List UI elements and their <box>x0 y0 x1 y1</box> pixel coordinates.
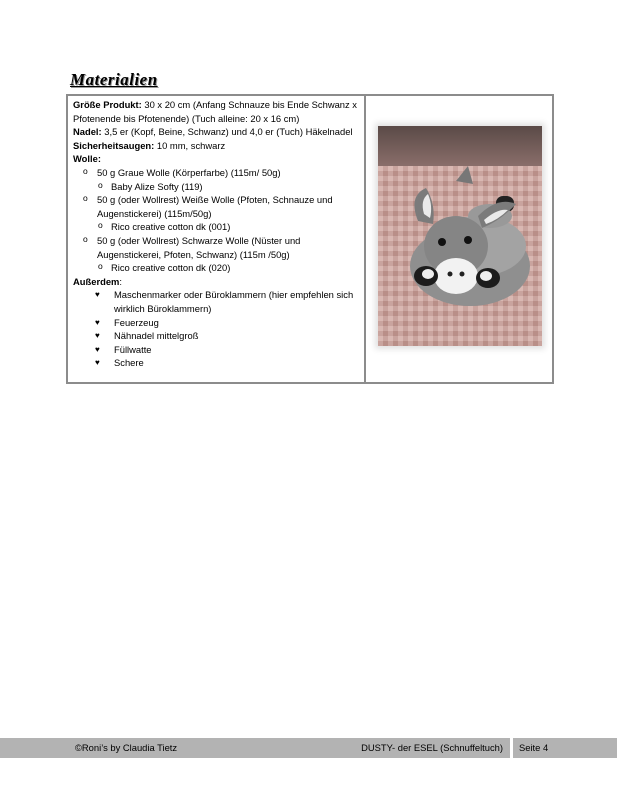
extra-item: ♥ Nähnadel mittelgroß <box>73 329 360 343</box>
wool-item: o 50 g (oder Wollrest) Weiße Wolle (Pfoten, Schnauze und Augenstickerei) (115m/50g) <box>73 193 360 220</box>
photo-cell <box>366 96 552 382</box>
footer-left <box>0 738 510 758</box>
page-heading: Materialien <box>70 70 158 89</box>
materials-table <box>66 94 554 384</box>
donkey-photo <box>378 126 542 346</box>
extra-item: ♥ Maschenmarker oder Büroklammern (hier empfehlen sich wirklich Büroklammern) <box>73 288 360 315</box>
needle-label: Nadel: <box>73 126 102 138</box>
extra-item: ♥ Füllwatte <box>73 343 360 357</box>
extra-item: ♥ Schere <box>73 356 360 370</box>
wool-sub-item: o Rico creative cotton dk (001) <box>73 220 360 234</box>
size-line <box>73 98 360 125</box>
wool-item: o 50 g Graue Wolle (Körperfarbe) (115m/ 50g) <box>73 166 360 180</box>
footer-page-number: Seite 4 <box>513 738 617 758</box>
extra-list <box>73 288 360 370</box>
footer-title: DUSTY- der ESEL (Schnuffeltuch) <box>361 742 503 753</box>
wool-item: o 50 g (oder Wollrest) Schwarze Wolle (Nüster und Augenstickerei, Pfoten, Schwanz) (115m /50g) <box>73 234 360 261</box>
needle-line <box>73 125 360 139</box>
materials-list <box>68 96 366 382</box>
extra-heading: Außerdem: <box>73 275 122 287</box>
wool-sub-item: o Rico creative cotton dk (020) <box>73 261 360 275</box>
size-text: 30 x 20 cm (Anfang Schnauze bis Ende Schwanz x Pfotenende bis Pfotenende) (Tuch alleine: 20 x 16 cm) <box>73 99 357 124</box>
page-footer <box>0 738 617 758</box>
footer-copyright: ©Roni’s by Claudia Tietz <box>75 742 178 753</box>
wool-sub-item: o Baby Alize Softy (119) <box>73 180 360 194</box>
eyes-line <box>73 139 360 153</box>
wool-list <box>73 166 360 275</box>
extra-item: ♥ Feuerzeug <box>73 316 360 330</box>
eyes-label: Sicherheitsaugen: <box>73 139 155 151</box>
eyes-text: 10 mm, schwarz <box>156 139 226 151</box>
size-label: Größe Produkt: <box>73 99 142 110</box>
wool-heading: Wolle: <box>73 153 101 165</box>
needle-text: 3,5 er (Kopf, Beine, Schwanz) und 4,0 er (Tuch) Häkelnadel <box>104 126 353 138</box>
